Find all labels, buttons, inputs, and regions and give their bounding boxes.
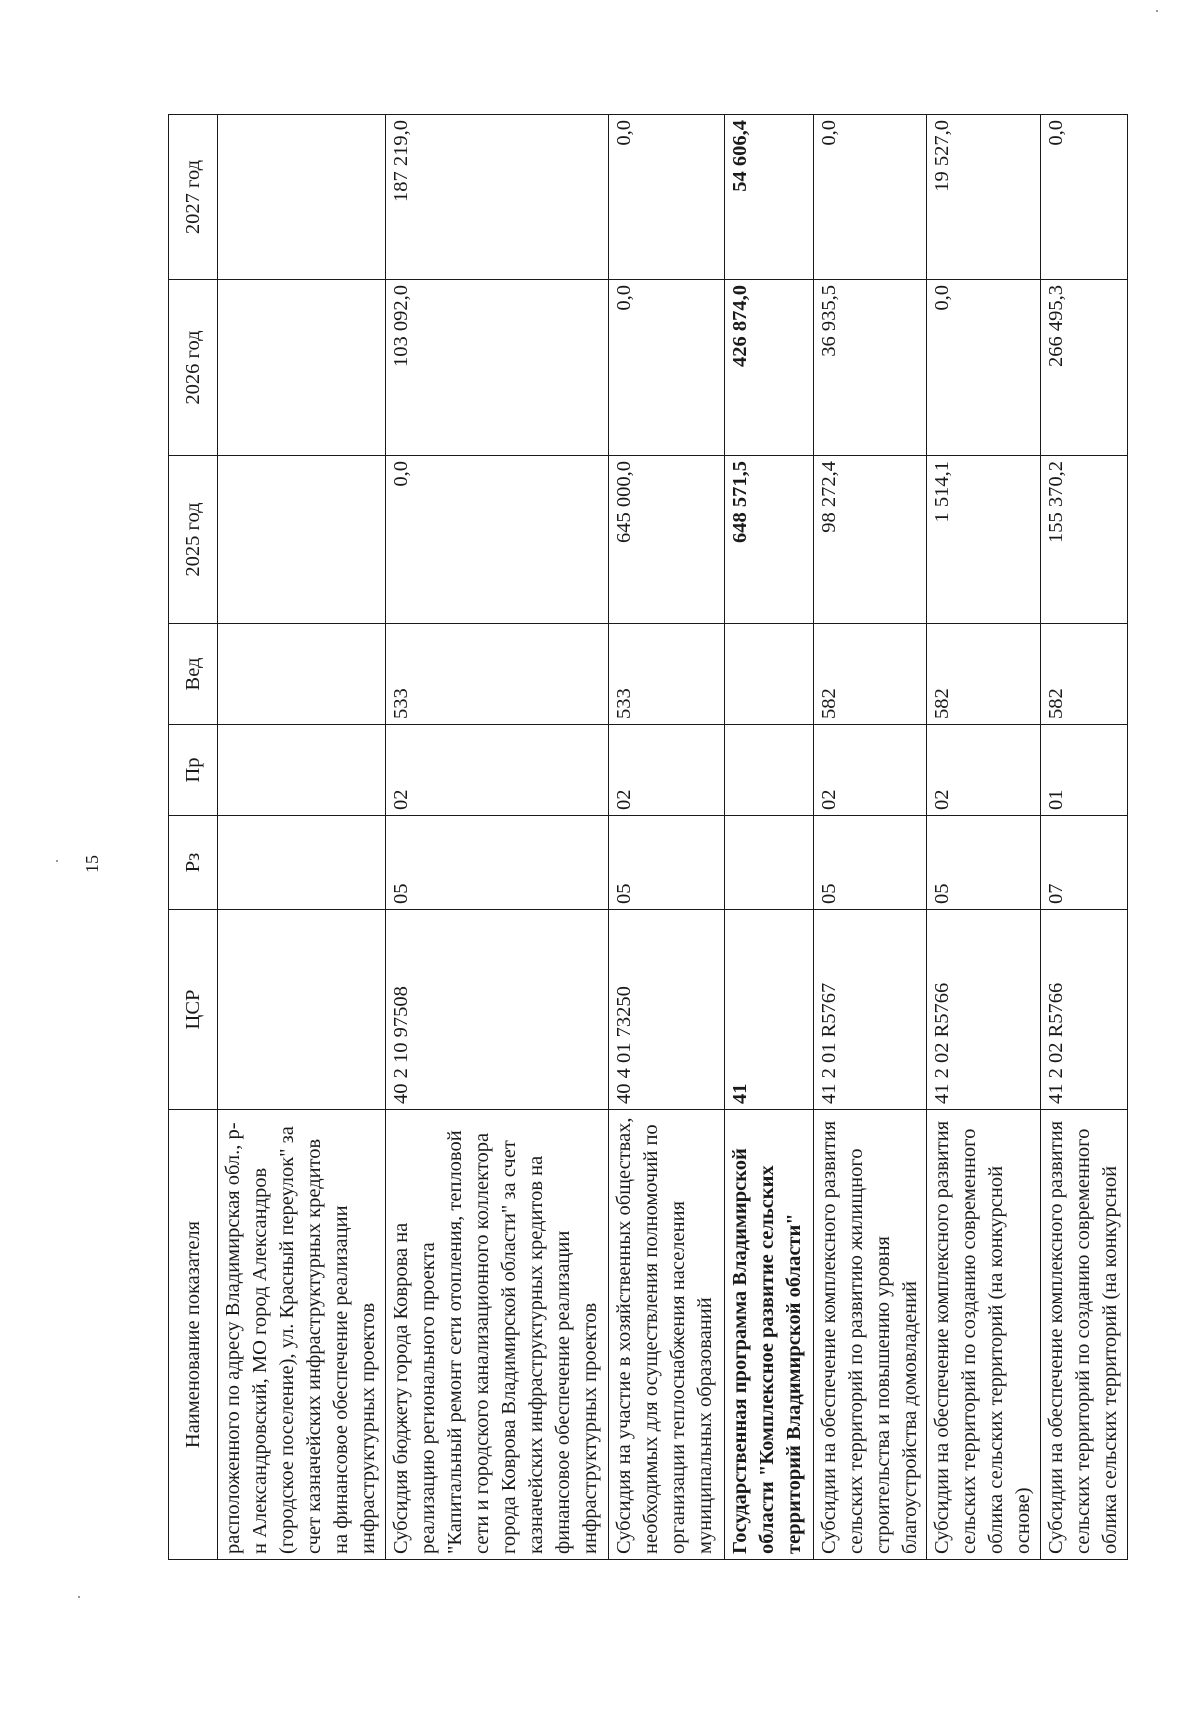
- row-name: Субсидии на обеспечение комплексного развития сельских территорий по созданию современного облика сельских территорий (на конкурсной: [1041, 1110, 1128, 1560]
- scan-speck: [78, 1596, 80, 1598]
- row-2025: 1 514,1: [927, 456, 1041, 624]
- table-row: [218, 115, 386, 1560]
- row-ved: 582: [813, 624, 927, 725]
- row-2025: 648 571,5: [724, 456, 813, 624]
- row-pr: 02: [927, 725, 1041, 816]
- row-name: Субсидии на обеспечение комплексного развития сельских территорий по развитию жилищного строительства и повышению уровня благоустройства домовладений: [813, 1110, 927, 1560]
- row-2027: 0,0: [1041, 115, 1128, 280]
- header-2026: 2026 год: [169, 280, 218, 456]
- row-csr: 41: [724, 910, 813, 1110]
- row-pr: [724, 725, 813, 816]
- row-2025: 0,0: [386, 456, 609, 624]
- row-2026: [218, 280, 386, 456]
- header-rz: Рз: [169, 816, 218, 910]
- table-row: [608, 115, 724, 1560]
- row-name: Государственная программа Владимирской области "Комплексное развитие сельских территорий Владимирской области": [724, 1110, 813, 1560]
- row-2026: 103 092,0: [386, 280, 609, 456]
- rotated-page-content: [168, 115, 1128, 1560]
- table-row: [927, 115, 1041, 1560]
- row-csr: 41 2 01 R5767: [813, 910, 927, 1110]
- row-name: Субсидия на участие в хозяйственных обществах, необходимых для осуществления полномочий по организации теплоснабжения населения муниципальных образований: [608, 1110, 724, 1560]
- row-2027: [218, 115, 386, 280]
- scan-speck: [56, 860, 58, 862]
- row-name: Субсидия бюджету города Коврова на реализацию регионального проекта "Капитальный ремонт сети отопления, тепловой сети и городского канализационного коллектора города Коврова Владимирской области" за счет казначейских инфраструктурных кредитов на финансовое обеспечение реализации инфраструктурных проектов: [386, 1110, 609, 1560]
- row-pr: 02: [813, 725, 927, 816]
- row-name: Субсидии на обеспечение комплексного развития сельских территорий по созданию современного облика сельских территорий (на конкурсной основе): [927, 1110, 1041, 1560]
- row-rz: 05: [386, 816, 609, 910]
- scan-speck: [1156, 10, 1158, 12]
- row-csr: [218, 910, 386, 1110]
- row-2026: 36 935,5: [813, 280, 927, 456]
- table-row: [386, 115, 609, 1560]
- row-2027: 0,0: [813, 115, 927, 280]
- row-csr: 40 2 10 97508: [386, 910, 609, 1110]
- table-row: [724, 115, 813, 1560]
- budget-table: [168, 114, 1128, 1560]
- row-2027: 187 219,0: [386, 115, 609, 280]
- row-2025: [218, 456, 386, 624]
- row-pr: 02: [608, 725, 724, 816]
- row-pr: 02: [386, 725, 609, 816]
- row-pr: [218, 725, 386, 816]
- table-header-row: [169, 115, 218, 1560]
- row-pr: 01: [1041, 725, 1128, 816]
- row-name: расположенного по адресу Владимирская обл., р-н Александровский, МО город Александров (городское поселение), ул. Красный переулок" за счет казначейских инфраструктурных кредитов на финансовое обеспечение реализации инфраструктурных проектов: [218, 1110, 386, 1560]
- row-2026: 0,0: [608, 280, 724, 456]
- row-ved: 533: [386, 624, 609, 725]
- table-row: [1041, 115, 1128, 1560]
- row-ved: 533: [608, 624, 724, 725]
- header-pr: Пр: [169, 725, 218, 816]
- row-csr: 41 2 02 R5766: [927, 910, 1041, 1110]
- row-ved: 582: [927, 624, 1041, 725]
- row-2027: 54 606,4: [724, 115, 813, 280]
- row-rz: 05: [608, 816, 724, 910]
- row-2027: 19 527,0: [927, 115, 1041, 280]
- header-2025: 2025 год: [169, 456, 218, 624]
- header-2027: 2027 год: [169, 115, 218, 280]
- row-rz: 05: [927, 816, 1041, 910]
- row-csr: 41 2 02 R5766: [1041, 910, 1128, 1110]
- row-2026: 426 874,0: [724, 280, 813, 456]
- row-rz: [218, 816, 386, 910]
- header-ved: Вед: [169, 624, 218, 725]
- row-rz: 07: [1041, 816, 1128, 910]
- row-2025: 155 370,2: [1041, 456, 1128, 624]
- page-number: 15: [82, 855, 102, 873]
- row-2025: 645 000,0: [608, 456, 724, 624]
- row-ved: 582: [1041, 624, 1128, 725]
- row-rz: 05: [813, 816, 927, 910]
- table-row: [813, 115, 927, 1560]
- row-2027: 0,0: [608, 115, 724, 280]
- row-2025: 98 272,4: [813, 456, 927, 624]
- row-ved: [218, 624, 386, 725]
- row-2026: 266 495,3: [1041, 280, 1128, 456]
- row-csr: 40 4 01 73250: [608, 910, 724, 1110]
- row-ved: [724, 624, 813, 725]
- row-2026: 0,0: [927, 280, 1041, 456]
- row-rz: [724, 816, 813, 910]
- header-csr: ЦСР: [169, 910, 218, 1110]
- header-name: Наименование показателя: [169, 1110, 218, 1560]
